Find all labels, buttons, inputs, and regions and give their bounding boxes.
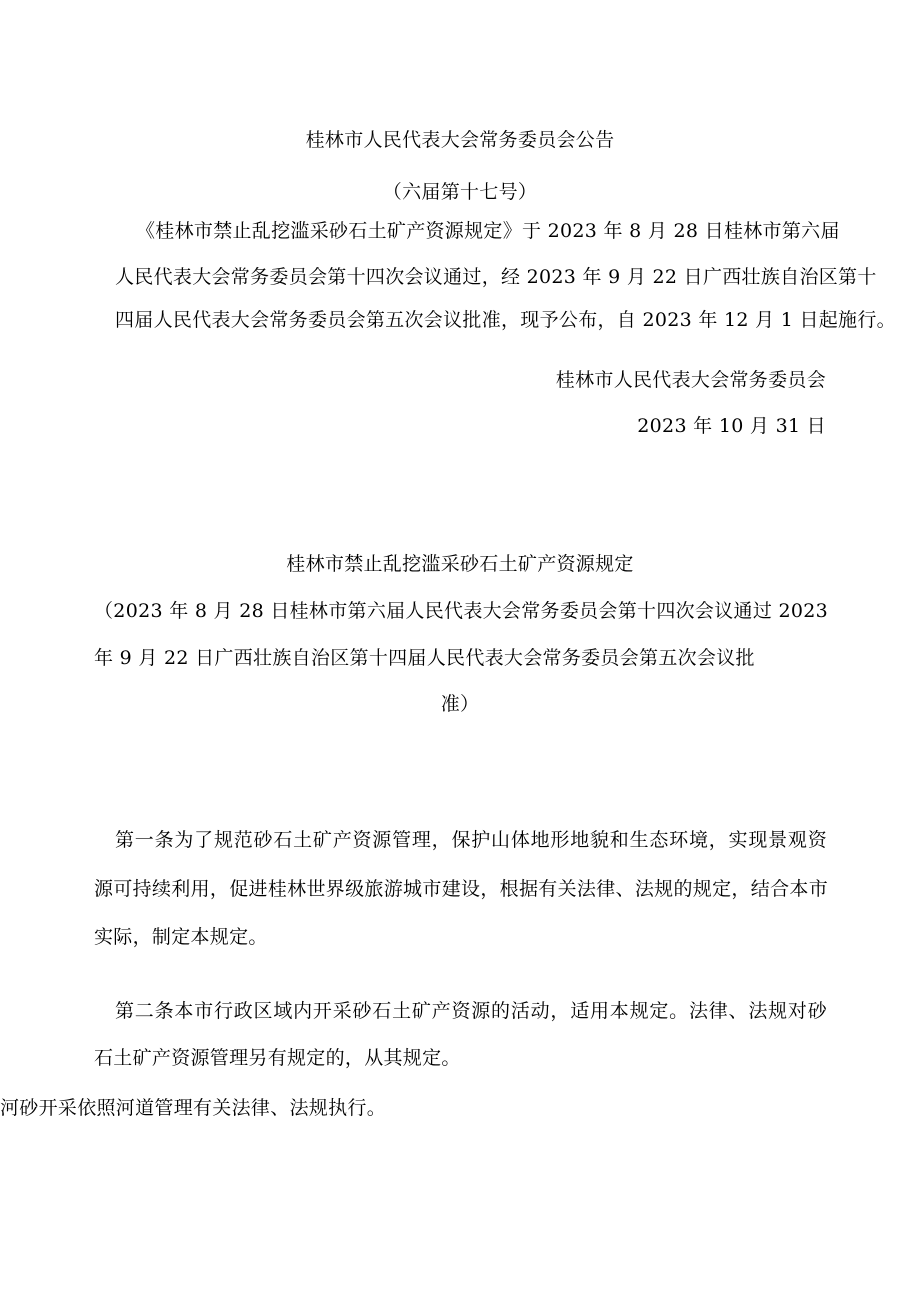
announcement-body-line: 人民代表大会常务委员会第十四次会议通过，经 2023 年 9 月 22 日广西壮族自治区第十	[115, 266, 877, 288]
announcement-number: （六届第十七号）	[382, 181, 538, 203]
article-2-paragraph-2: 河砂开采依照河道管理有关法律、法规执行。	[0, 1097, 387, 1119]
article-1-line: 源可持续利用，促进桂林世界级旅游城市建设，根据有关法律、法规的规定，结合本市	[94, 878, 828, 900]
article-2-line: 石土矿产资源管理另有规定的，从其规定。	[94, 1047, 461, 1069]
announcement-signature: 桂林市人民代表大会常务委员会	[555, 369, 826, 391]
announcement-date: 2023 年 10 月 31 日	[637, 415, 826, 437]
article-2-line: 第二条本市行政区域内开采砂石土矿产资源的活动，适用本规定。法律、法规对砂	[115, 1000, 827, 1022]
announcement-body-line: 四届人民代表大会常务委员会第五次会议批准，现予公布，自 2023 年 12 月 1 日起施行。	[115, 309, 896, 331]
article-1-line: 第一条为了规范砂石土矿产资源管理，保护山体地形地貌和生态环境，实现景观资	[115, 829, 827, 851]
announcement-body-line: 《桂林市禁止乱挖滥采砂石土矿产资源规定》于 2023 年 8 月 28 日桂林市第六届	[136, 220, 840, 242]
regulation-subtitle-line: 年 9 月 22 日广西壮族自治区第十四届人民代表大会常务委员会第五次会议批	[94, 647, 755, 669]
regulation-subtitle-line: 准）	[440, 693, 480, 715]
announcement-title: 桂林市人民代表大会常务委员会公告	[305, 129, 615, 151]
regulation-subtitle-line: （2023 年 8 月 28 日桂林市第六届人民代表大会常务委员会第十四次会议通过 2023	[94, 600, 829, 622]
regulation-title: 桂林市禁止乱挖滥采砂石土矿产资源规定	[286, 553, 634, 575]
article-1-line: 实际，制定本规定。	[94, 926, 268, 948]
